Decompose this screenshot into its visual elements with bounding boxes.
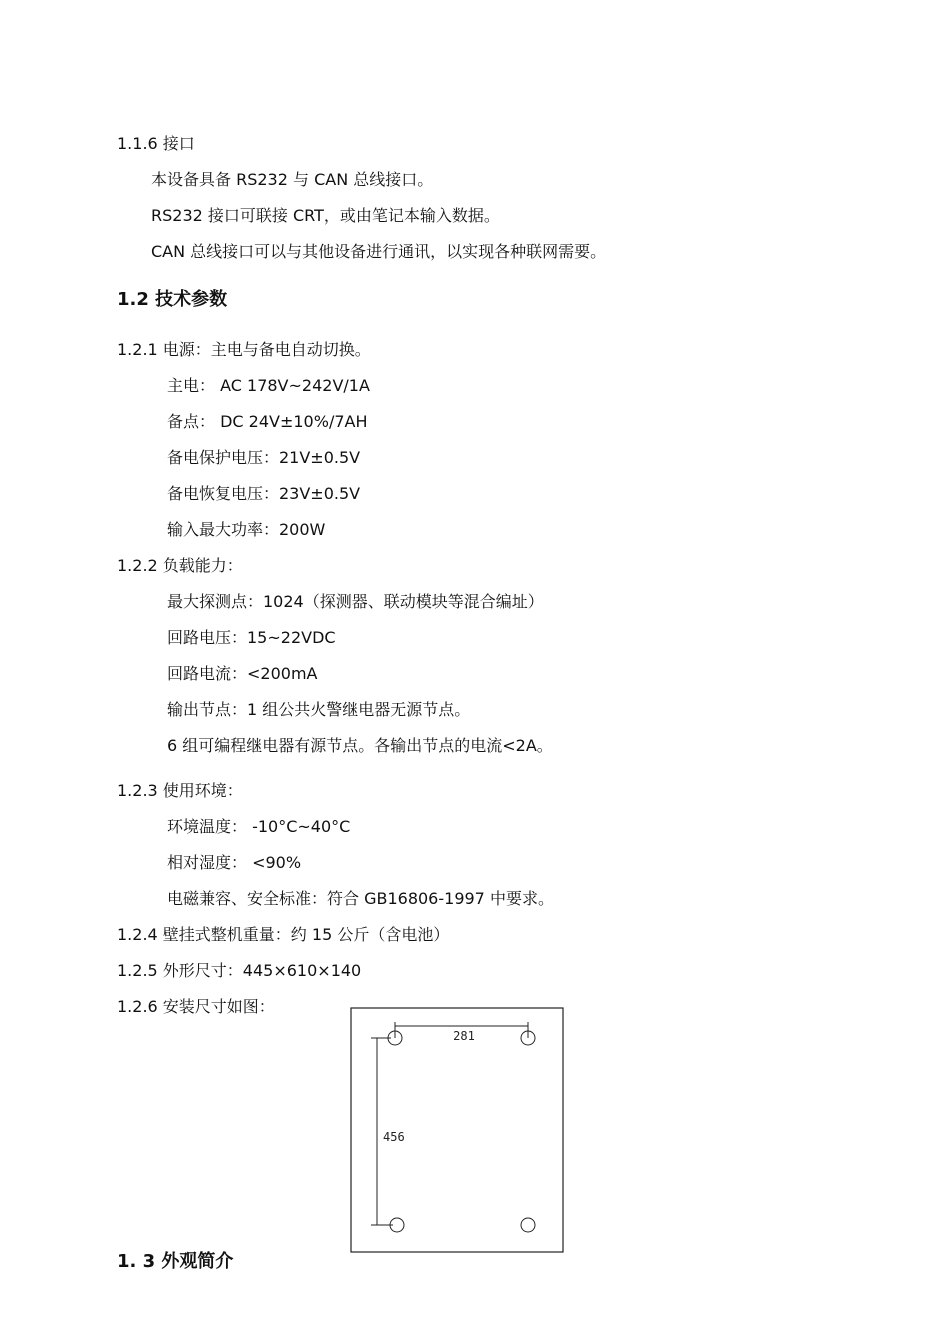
spec-weight: 1.2.4 壁挂式整机重量：约 15 公斤（含电池） (117, 925, 450, 944)
heading-1-3: 1. 3 外观简介 (117, 1251, 234, 1272)
spec-item: 电磁兼容、安全标准：符合 GB16806-1997 中要求。 (167, 889, 554, 908)
spec-item: 回路电压：15~22VDC (167, 628, 336, 647)
heading-1-2-3: 1.2.3 使用环境： (117, 781, 243, 800)
spec-item: 输入最大功率：200W (167, 520, 326, 539)
spec-item: 主电： AC 178V~242V/1A (167, 376, 370, 395)
width-label: 281 (453, 1029, 475, 1043)
mounting-hole-bottom-right (521, 1218, 535, 1232)
paragraph-interface-2: RS232 接口可联接 CRT，或由笔记本输入数据。 (151, 206, 500, 225)
heading-1-2-2: 1.2.2 负载能力： (117, 556, 243, 575)
height-label: 456 (383, 1130, 405, 1144)
spec-item: 6 组可编程继电器有源节点。各输出节点的电流<2A。 (167, 736, 553, 755)
paragraph-interface-3: CAN 总线接口可以与其他设备进行通讯，以实现各种联网需要。 (151, 242, 607, 261)
spec-item: 环境温度： -10°C~40°C (167, 817, 351, 836)
spec-item: 备点： DC 24V±10%/7AH (167, 412, 368, 431)
spec-item: 输出节点：1 组公共火警继电器无源节点。 (167, 700, 471, 719)
spec-dimensions: 1.2.5 外形尺寸：445×610×140 (117, 961, 362, 980)
heading-1-2-1: 1.2.1 电源：主电与备电自动切换。 (117, 340, 371, 359)
mounting-diagram (349, 1006, 565, 1254)
heading-1-1-6: 1.1.6 接口 (117, 134, 195, 153)
spec-item: 备电保护电压：21V±0.5V (167, 448, 361, 467)
paragraph-interface-1: 本设备具备 RS232 与 CAN 总线接口。 (151, 170, 434, 189)
spec-item: 最大探测点：1024（探测器、联动模块等混合编址） (167, 592, 544, 611)
heading-1-2: 1.2 技术参数 (117, 289, 228, 310)
spec-item: 备电恢复电压：23V±0.5V (167, 484, 361, 503)
spec-item: 相对湿度： <90% (167, 853, 302, 872)
spec-item: 回路电流：<200mA (167, 664, 318, 683)
spec-mounting: 1.2.6 安装尺寸如图： (117, 997, 275, 1016)
